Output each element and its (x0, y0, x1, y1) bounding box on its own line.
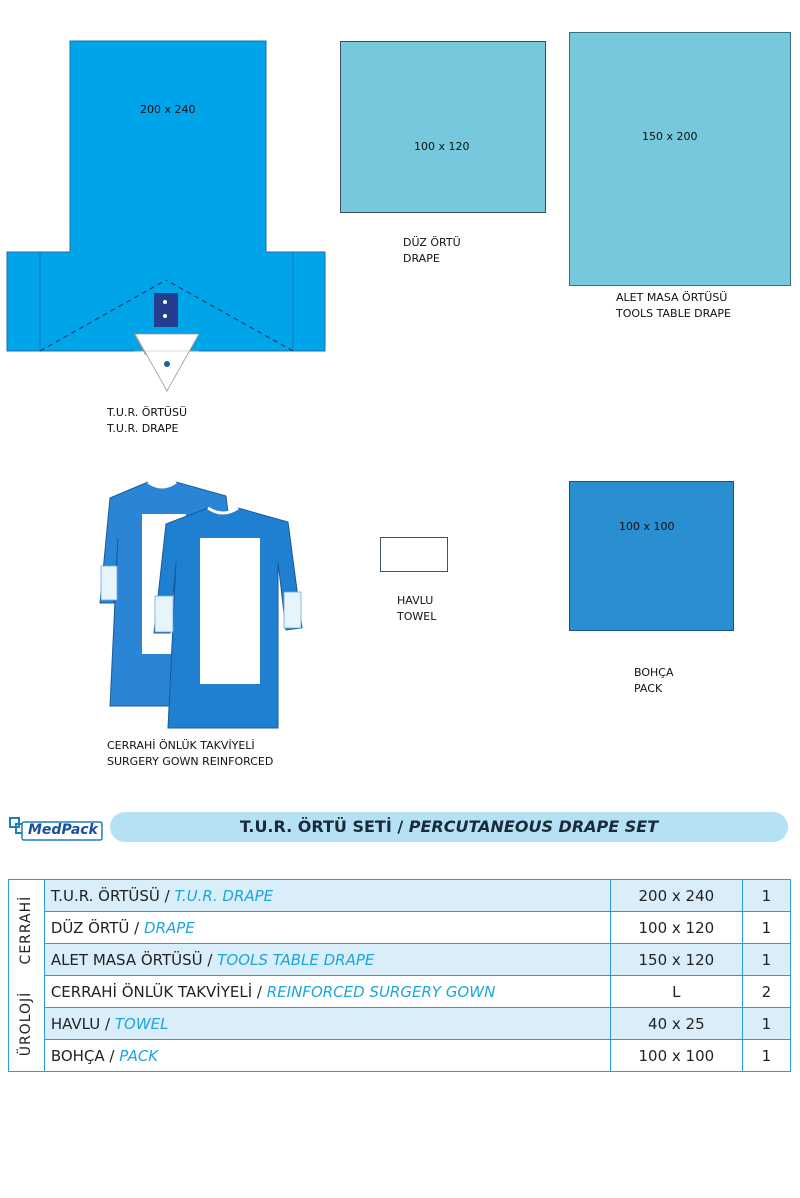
pack-caption-en: PACK (634, 682, 663, 695)
alet-caption (616, 290, 731, 322)
row-name (44, 944, 610, 976)
duz-caption-en: DRAPE (403, 252, 440, 265)
row-size: 150 x 120 (610, 944, 742, 976)
alet-caption-tr: ALET MASA ÖRTÜSÜ (616, 291, 728, 304)
tur-caption-tr: T.U.R. ÖRTÜSÜ (107, 406, 188, 419)
row-name-tr: T.U.R. ÖRTÜSÜ / (50, 886, 170, 905)
pack-dim-label: 100 x 100 (619, 520, 675, 533)
row-size: 200 x 240 (610, 880, 742, 912)
towel-caption (397, 593, 436, 625)
alet-dim-label: 150 x 200 (642, 130, 698, 143)
tur-fenestration-flap (134, 333, 202, 393)
gown-caption-tr: CERRAHİ ÖNLÜK TAKVİYELİ (107, 739, 255, 752)
tur-caption-en: T.U.R. DRAPE (107, 422, 179, 435)
table-row (9, 880, 791, 912)
side-label-cerrahi: CERRAHİ (18, 895, 35, 964)
row-name (44, 976, 610, 1008)
duz-caption (403, 235, 461, 267)
row-size: 100 x 100 (610, 1040, 742, 1072)
row-name (44, 912, 610, 944)
row-qty: 2 (742, 976, 790, 1008)
row-qty: 1 (742, 912, 790, 944)
row-name-tr: CERRAHİ ÖNLÜK TAKVİYELİ / (50, 982, 262, 1001)
row-name-en: T.U.R. DRAPE (174, 886, 274, 905)
side-label (18, 895, 34, 1056)
pack-caption-tr: BOHÇA (634, 666, 674, 679)
towel-caption-en: TOWEL (397, 610, 437, 623)
row-name-en: TOOLS TABLE DRAPE (217, 950, 375, 969)
tur-drape-svg (6, 40, 326, 355)
row-name (44, 1008, 610, 1040)
row-name-tr: BOHÇA / (50, 1046, 115, 1065)
side-label-uroloji: ÜROLOJİ (18, 991, 35, 1056)
duz-dim-label: 100 x 120 (414, 140, 470, 153)
pack-caption (634, 665, 674, 697)
towel-caption-tr: HAVLU (397, 594, 434, 607)
table-row (9, 976, 791, 1008)
set-title-banner (110, 812, 788, 842)
row-qty: 1 (742, 880, 790, 912)
pack-illustration (569, 481, 734, 631)
alet-drape-illustration (569, 32, 791, 286)
row-name-tr: HAVLU / (50, 1014, 111, 1033)
set-title-en: PERCUTANEOUS DRAPE SET (408, 817, 659, 836)
medpack-logo (8, 814, 104, 842)
side-label-cell (9, 880, 45, 1072)
table-row (9, 1040, 791, 1072)
row-size: 100 x 120 (610, 912, 742, 944)
row-name-en: DRAPE (144, 918, 195, 937)
table-row (9, 1008, 791, 1040)
table-row (9, 912, 791, 944)
row-name-en: TOWEL (114, 1014, 169, 1033)
gown-caption (107, 738, 273, 770)
tur-drape-illustration (6, 40, 326, 355)
tur-caption (107, 405, 187, 437)
medpack-logo-text: MedPack (28, 822, 98, 838)
towel-illustration (380, 537, 448, 572)
row-size: L (610, 976, 742, 1008)
row-name (44, 880, 610, 912)
row-name (44, 1040, 610, 1072)
set-title-tr: T.U.R. ÖRTÜ SETİ / (239, 817, 404, 836)
row-name-en: REINFORCED SURGERY GOWN (266, 982, 496, 1001)
row-name-tr: ALET MASA ÖRTÜSÜ / (50, 950, 213, 969)
table-row (9, 944, 791, 976)
row-size: 40 x 25 (610, 1008, 742, 1040)
contents-table (8, 879, 791, 1072)
duz-drape-illustration (340, 41, 546, 213)
row-qty: 1 (742, 1008, 790, 1040)
gown-caption-en: SURGERY GOWN REINFORCED (107, 755, 274, 768)
row-qty: 1 (742, 1040, 790, 1072)
tur-dim-label: 200 x 240 (140, 103, 196, 116)
alet-caption-en: TOOLS TABLE DRAPE (616, 307, 731, 320)
surgery-gown-illustration (96, 478, 308, 733)
row-qty: 1 (742, 944, 790, 976)
row-name-tr: DÜZ ÖRTÜ / (50, 918, 140, 937)
duz-caption-tr: DÜZ ÖRTÜ (403, 236, 461, 249)
row-name-en: PACK (119, 1046, 159, 1065)
